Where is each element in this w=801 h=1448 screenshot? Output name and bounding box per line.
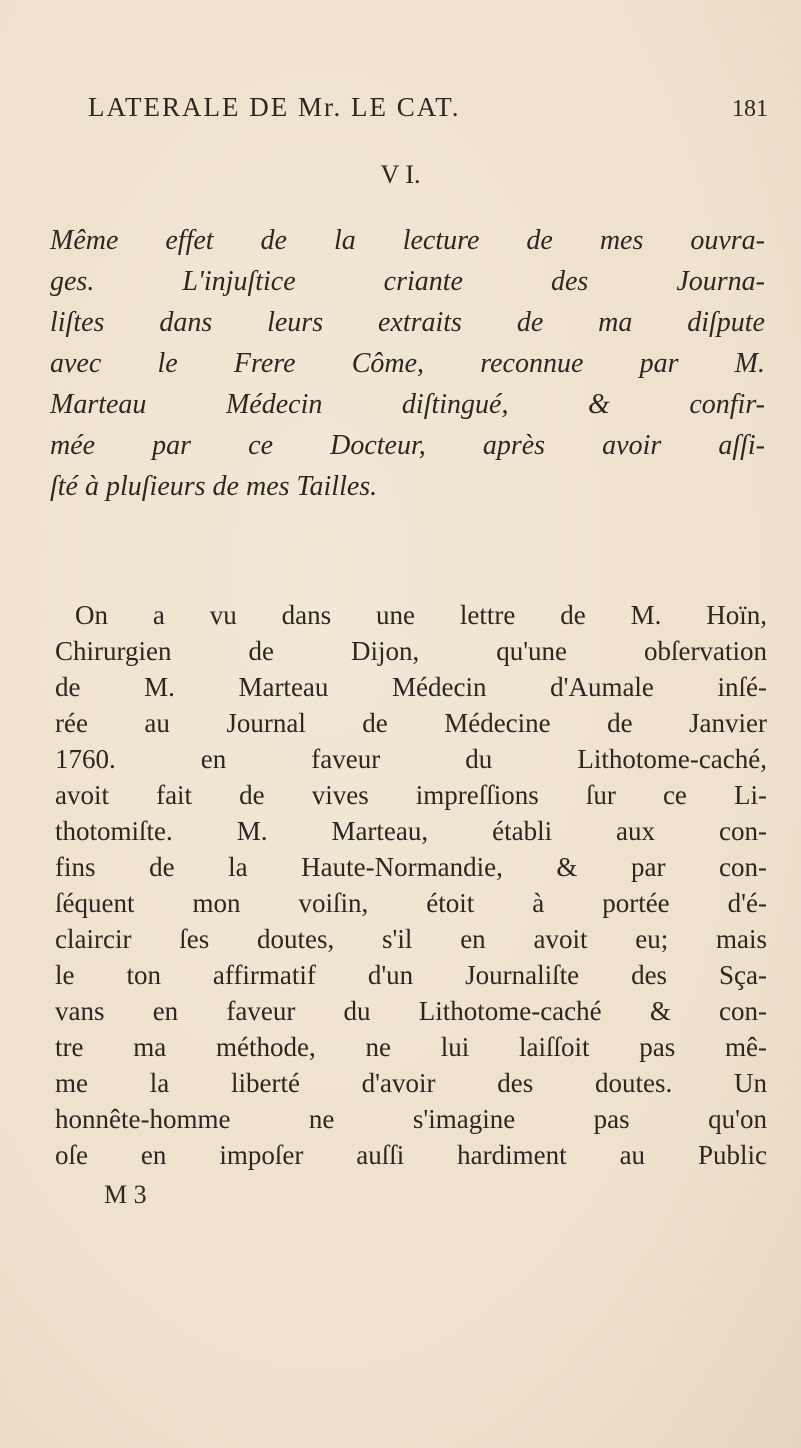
body-line: fins de la Haute-Normandie, & par con- <box>55 852 767 882</box>
body-line: rée au Journal de Médecine de Janvier <box>55 708 767 738</box>
body-line: honnête-homme ne s'imagine pas qu'on <box>55 1104 767 1134</box>
body-line: On a vu dans une lettre de M. Hoïn, <box>75 600 767 630</box>
body-line: tre ma méthode, ne lui laiſſoit pas mê- <box>55 1032 767 1062</box>
body-line: le ton affirmatif d'un Journaliſte des Sça- <box>55 960 767 990</box>
body-line: ſéquent mon voiſin, étoit à portée d'é- <box>55 888 767 918</box>
summary-line: ſté à pluſieurs de mes Tailles. <box>50 471 378 502</box>
summary-line: mée par ce Docteur, après avoir aſſi- <box>50 430 765 461</box>
summary-line: avec le Frere Côme, reconnue par M. <box>50 348 765 379</box>
section-number: V I. <box>380 160 421 189</box>
running-header <box>88 92 768 126</box>
summary-line: ges. L'injuſtice criante des Journa- <box>50 266 765 297</box>
body-line: 1760. en faveur du Lithotome-caché, <box>55 744 767 774</box>
body-line: me la liberté d'avoir des doutes. Un <box>55 1068 767 1098</box>
body-line: Chirurgien de Dijon, qu'une obſervation <box>55 636 767 666</box>
body-line: avoit fait de vives impreſſions ſur ce Li- <box>55 780 767 810</box>
running-title: LATERALE DE Mr. LE CAT. <box>88 92 461 122</box>
summary-line: Marteau Médecin diſtingué, & confir- <box>50 389 765 420</box>
body-line: de M. Marteau Médecin d'Aumale inſé- <box>55 672 767 702</box>
signature-mark: M 3 <box>104 1180 147 1209</box>
summary-line: liſtes dans leurs extraits de ma diſpute <box>50 307 765 338</box>
body-line: oſe en impoſer auſſi hardiment au Public <box>55 1140 767 1170</box>
summary-line: Même effet de la lecture de mes ouvra- <box>50 225 765 256</box>
body-line: vans en faveur du Lithotome-caché & con- <box>55 996 767 1026</box>
page-number: 181 <box>732 96 768 122</box>
body-line: claircir ſes doutes, s'il en avoit eu; mais <box>55 924 767 954</box>
body-line: thotomiſte. M. Marteau, établi aux con- <box>55 816 767 846</box>
